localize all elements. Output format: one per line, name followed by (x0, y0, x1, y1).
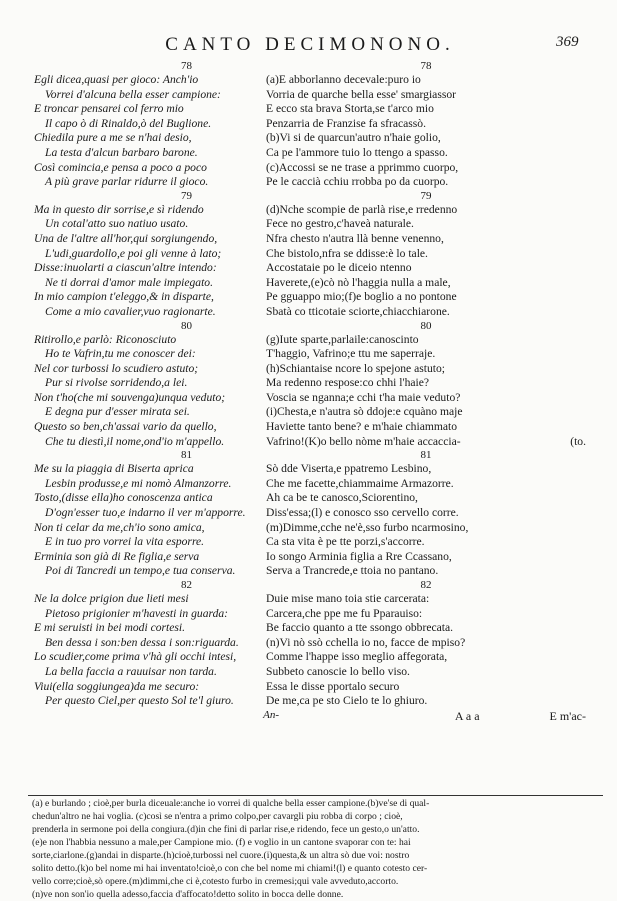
footnotes (32, 797, 602, 901)
verse-line: Subbeto canoscie lo bello viso. (266, 664, 410, 678)
verse-line: Una de l'altre all'hor,qui sorgiungendo, (34, 231, 218, 245)
stanza (266, 579, 586, 709)
verse-line: Haviette tanto bene? e m'haie chiammato (266, 420, 458, 434)
catchword: An- (263, 708, 279, 721)
left-column (34, 60, 279, 721)
stanza (34, 190, 279, 320)
verse-line: Be faccio quanto a tte ssongo obbrecata. (266, 621, 454, 635)
right-column (266, 60, 586, 724)
stanza (266, 449, 586, 579)
verse-line: Il capo ò di Rinaldo,ò del Buglione. (45, 116, 212, 130)
verse-line: Non t'ho(che mi souvenga)unqua veduto; (34, 390, 226, 404)
verse-tail: (to. (570, 434, 586, 448)
verse-line: Nfra chesto n'autra llà benne venenno, (266, 231, 444, 245)
stanza-number: 78 (181, 60, 192, 72)
footnote-line: sorte,ciarlone.(g)andai in disparte.(h)cioè,turbossi nel cuore.(i)questa,& un altra sò due voi: nostro (32, 850, 410, 861)
verse-line: Diss'essa;(l) e conosco sso cervello corre. (266, 506, 459, 520)
verse-line: Ah ca be te canosco,Sciorentino, (266, 491, 418, 505)
verse-line: Pe le caccià cchiu rrobba po da cuorpo. (266, 175, 449, 189)
stanza (266, 190, 586, 320)
verse-line: Poi di Tancredi un tempo,e tua conserva. (45, 564, 236, 578)
verse-line: Ca pe l'ammore tuio lo ttengo a spasso. (266, 145, 448, 159)
verse-line: (b)Vi si de quarcun'autro n'haie golio, (266, 131, 441, 145)
footnote-line: prenderla in sermone poi della congiura.(d)in che fini di parlar rise,e ridendo, fece un gesto,o un'atto. (32, 824, 420, 835)
verse-line: Vafrino!(K)o bello nòme m'haie accaccia- (266, 434, 461, 448)
verse-line: In mio campion t'eleggo,& in disparte, (34, 290, 214, 304)
verse-line: Pe gguappo mio;(f)e boglio a no pontone (266, 290, 457, 304)
stanza (34, 449, 279, 579)
footnote-line: vello corre;cioè,sò opere.(m)dimmi,che ci è,cotesto furbo in cremesi;qui vale avveduto,accorto. (32, 876, 399, 887)
verse-line: Vorrei d'alcuna bella esser campione: (45, 87, 221, 101)
verse-line: Disse:inuolarti a ciascun'altre intendo: (34, 261, 217, 275)
verse-line: Erminia son già di Re figlia,e serva (34, 549, 200, 563)
verse-line: (n)Vi nò ssò cchella io no, facce de mpiso? (266, 635, 466, 649)
verse-line: Ma redenno respose:co chhi l'haie? (266, 376, 430, 390)
verse-line: Ben dessa i son:ben dessa i son:riguarda. (45, 635, 239, 649)
stanza (266, 60, 586, 190)
verse-line: Tosto,(disse ella)ho conoscenza antica (34, 491, 213, 505)
verse-line: Ho te Vafrin,tu me conoscer dei: (45, 347, 196, 361)
signature-catchword-row (266, 709, 586, 724)
verse-line: L'udi,guardollo,e poi gli venne à lato; (45, 246, 222, 260)
footnote-line: (a) e burlando ; cioè,per burla diceuale:anche io vorrei di qualche bella esser campione.(b)ve'se di qual- (32, 798, 430, 809)
verse-line: (d)Nche scompie de parlà rise,e rredenno (266, 202, 458, 216)
verse-line: Ne ti dorrai d'amor male impiegato. (45, 275, 214, 289)
verse-line: Carcera,che ppe me fu Pparauiso: (266, 606, 423, 620)
verse-line: Serva a Trancrede,e ttoia no pantano. (266, 564, 439, 578)
stanza (266, 320, 586, 450)
verse-line: Questo so ben,ch'assai vario da quello, (34, 420, 217, 434)
verse-line: Un cotal'atto suo natiuo usato. (45, 217, 189, 231)
verse-line: Penzarria de Franzise fa sfracassò. (266, 116, 426, 130)
stanza-number: 81 (181, 449, 192, 462)
verse-line: De me,ca pe sto Cielo te lo ghiuro. (266, 694, 428, 708)
stanza-number: 82 (420, 579, 432, 591)
verse-line: Io songo Arminia figlia a Rre Ccassano, (266, 549, 452, 563)
footnote-line: chedun'altro ne hai voglia. (c)così se n'entra a primo colpo,per cavargli piu robba di corpo ; cioè, (32, 811, 403, 822)
verse-line: (c)Accossi se ne trase a pprimmo cuorpo, (266, 160, 459, 174)
notes-rule (28, 795, 603, 796)
verse-line: (h)Schiantaise ncore lo spejone astuto; (266, 361, 446, 375)
verse-line: (g)Iute sparte,parlaile:canoscinto (266, 332, 419, 346)
verse-line: Me su la piaggia di Biserta aprica (34, 462, 194, 476)
verse-line: Haverete,(e)cò nò l'haggia nulla a male, (266, 275, 451, 289)
stanza-number: 82 (181, 579, 192, 591)
verse-line: D'ogn'esser tuo,e indarno il ver m'apporre. (45, 506, 246, 520)
stanza-number: 79 (181, 189, 192, 202)
stanza-number: 80 (181, 319, 192, 332)
stanza (34, 320, 279, 450)
verse-line: Voscia se nganna;e cchi t'ha maie veduto? (266, 390, 461, 404)
verse-line: Ca sta vita è pe tte porzi,s'accorre. (266, 535, 425, 549)
verse-line: E mi seruisti in bei modi cortesi. (34, 621, 186, 635)
verse-line: Pietoso prigionier m'havesti in guarda: (45, 606, 229, 620)
footnote-line: (e)e non l'habbia nessuno a male,per Campione mio. (f) e voglio in un cantone svaporar con te: hai (32, 837, 411, 848)
stanza (34, 579, 279, 709)
verse-line: A più grave parlar ridurre il gioco. (45, 175, 209, 189)
verse-line: (a)E abborlanno decevale:puro io (266, 73, 421, 86)
verse-line: Accostataie po le diceio ntenno (266, 261, 412, 275)
verse-line: E troncar pensarei col ferro mio (34, 102, 184, 116)
verse-line: Comme l'happe isso meglio affegorata, (266, 650, 448, 664)
footnote-line: (n)ve non son'io quella adesso,faccia d'affocato!detto solito in bocca delle donne. (32, 889, 344, 900)
footnote-line: solito detto.(k)o bel nome mi hai inventato!cioè,o con che bel nome mi chiami!(l) e quanto cotesto cer- (32, 863, 428, 874)
stanza-number: 79 (420, 189, 432, 202)
verse-line: (i)Chesta,e n'autra sò ddoje:e cquàno maje (266, 405, 463, 419)
verse-line: Ma in questo dir sorrise,e sì ridendo (34, 202, 204, 216)
verse-line: Egli dicea,quasi per gioco: Anch'io (34, 73, 199, 86)
running-head: CANTO DECIMONONO. (165, 34, 455, 55)
verse-line: Che me facette,chiammaime Armazorre. (266, 476, 454, 490)
verse-line: Ritirollo,e parlò: Riconosciuto (34, 332, 177, 346)
verse-line: Viui(ella soggiungea)da me securo: (34, 679, 200, 693)
stanza-number: 80 (420, 319, 432, 332)
stanza-number: 81 (420, 449, 432, 462)
verse-line: Sò dde Viserta,e ppatremo Lesbino, (266, 462, 432, 476)
page-number: 369 (556, 34, 579, 50)
verse-line: Per questo Ciel,per questo Sol te'l giuro. (45, 694, 234, 708)
verse-line: Lo scudier,come prima v'hà gli occhi intesi, (34, 650, 237, 664)
verse-line: Così comincia,e pensa a poco a poco (34, 160, 207, 174)
stanza (34, 60, 279, 190)
verse-line: E degna pur d'esser mirata sei. (45, 405, 190, 419)
signature-mark: A a a (454, 708, 480, 723)
verse-line: Pur si rivolse sorridendo,a lei. (45, 376, 188, 390)
verse-line: Vorria de quarche bella esse' smargiassor (266, 87, 456, 101)
verse-line: Sbatà co tticotaie sciorte,chiacchiarone. (266, 304, 450, 318)
verse-line: E in tuo pro vorrei la vita esporre. (45, 535, 205, 549)
verse-line: Come a mio cavalier,vuo ragionarte. (45, 304, 216, 318)
verse-line: Nel cor turbossi lo scudiero astuto; (34, 361, 199, 375)
stanza-number: 78 (420, 60, 432, 72)
verse-line: Non ti celar da me,ch'io sono amica, (34, 520, 205, 534)
verse-line: La testa d'alcun barbaro barone. (45, 145, 198, 159)
verse-line: Essa le disse pportalo securo (266, 679, 400, 693)
catchword: E m'ac- (549, 708, 586, 723)
verse-line: E ecco sta brava Storta,se t'arco mio (266, 102, 434, 116)
verse-line: La bella faccia a rauuisar non tarda. (45, 664, 217, 678)
verse-line: Duie mise mano toia stie carcerata: (266, 592, 430, 605)
verse-line: Fece no gestro,c'haveà naturale. (266, 217, 414, 231)
verse-line: (m)Dimme,cche ne'è,sso furbo ncarmosino, (266, 520, 469, 534)
verse-line: Che tu diestì,il nome,ond'io m'appello. (45, 434, 225, 448)
verse-line: T'haggio, Vafrino;e ttu me saperraje. (266, 347, 436, 361)
verse-line: Chiedila pure a me se n'hai desio, (34, 131, 192, 145)
verse-line: Lesbin produsse,e mi nomò Almanzorre. (45, 476, 232, 490)
verse-line: Ne la dolce prigion due lieti mesi (34, 592, 189, 605)
verse-line: Che bistolo,nfra se ddisse:è lo tale. (266, 246, 428, 260)
